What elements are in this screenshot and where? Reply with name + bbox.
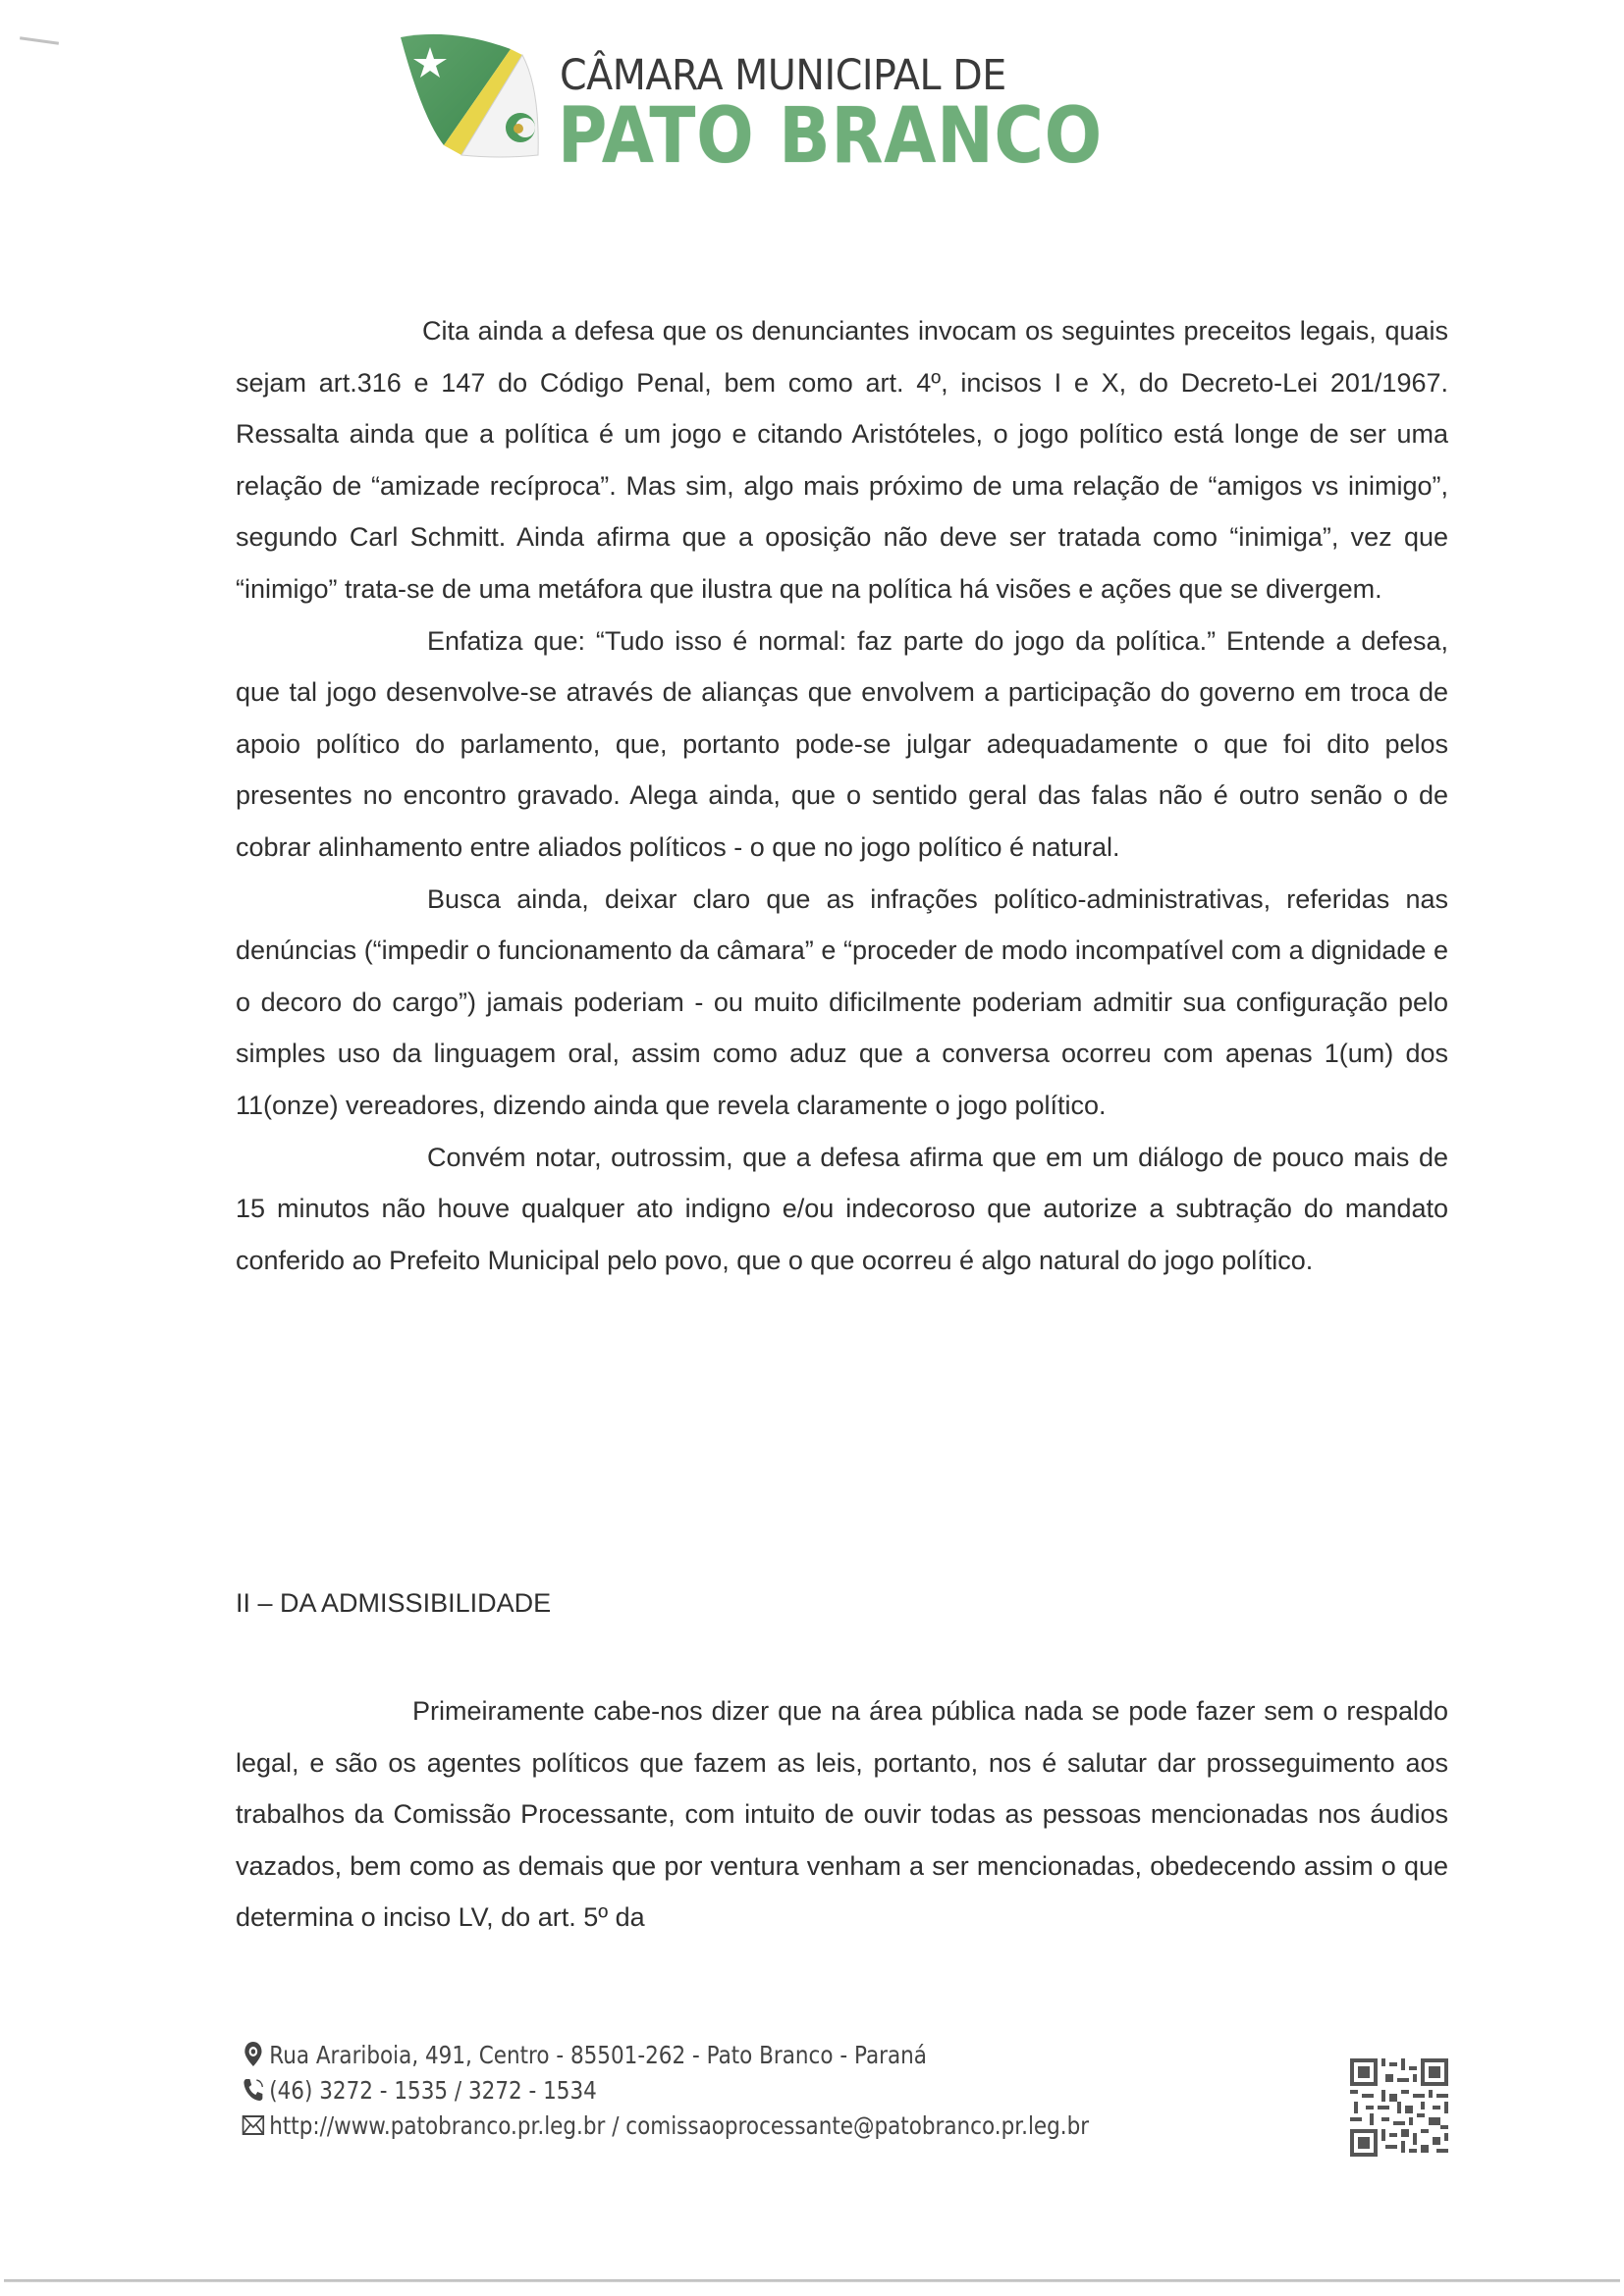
org-name-line2: PATO BRANCO <box>558 92 1104 181</box>
org-name-line1: CÂMARA MUNICIPAL DE <box>560 51 1006 100</box>
footer-contact <box>241 2108 1169 2143</box>
location-pin-icon <box>241 2040 266 2069</box>
address-text: Rua Arariboia, 491, Centro - 85501-262 - Pato Branco - Paraná <box>269 2040 927 2069</box>
phone-icon <box>241 2075 266 2105</box>
footer-phone <box>241 2072 1169 2108</box>
website-email-text[interactable]: http://www.patobranco.pr.leg.br / comissaoprocessante@patobranco.pr.leg.br <box>269 2110 1090 2140</box>
letterhead <box>393 29 1159 187</box>
paragraph: Busca ainda, deixar claro que as infrações político-administrativas, referidas nas denúncias (“impedir o funcionamento da câmara” e “proceder de modo incompatível com a dignidade e o decoro do cargo”) jamais poderiam - ou muito dificilmente poderiam admitir sua configuração pelo simples uso da linguagem oral, assim como aduz que a conversa ocorreu com apenas 1(um) dos 11(onze) vereadores, dizendo ainda que revela claramente o jogo político. <box>236 883 1448 1120</box>
qr-code-icon <box>1350 2058 1448 2157</box>
section-heading: II – DA ADMISSIBILIDADE <box>236 1588 552 1618</box>
paragraph: Convém notar, outrossim, que a defesa afirma que em um diálogo de pouco mais de 15 minutos não houve qualquer ato indigno e/ou indecoroso que autorize a subtração do mandato conferido ao Prefeito Municipal pelo povo, que o que ocorreu é algo natural do jogo político. <box>236 1142 1448 1275</box>
paragraph: Cita ainda a defesa que os denunciantes invocam os seguintes preceitos legais, quais sejam art.316 e 147 do Código Penal, bem como art. 4º, incisos I e X, do Decreto-Lei 201/1967. Ressalta ainda que a política é um jogo e citando Aristóteles, o jogo político está longe de ser uma relação de “amizade recíproca”. Mas sim, algo mais próximo de uma relação de “amigos vs inimigo”, segundo Carl Schmitt. Ainda afirma que a oposição não deve ser tratada como “inimiga”, vez que “inimigo” trata-se de uma metáfora que ilustra que na política há visões e ações que se divergem. <box>236 316 1448 604</box>
envelope-icon <box>241 2110 266 2140</box>
letterhead-footer <box>241 2037 1321 2143</box>
footer-address <box>241 2037 1169 2072</box>
admissibility-section <box>236 1685 1448 1944</box>
defense-summary-section <box>236 305 1448 1286</box>
bottom-divider <box>4 2279 1620 2282</box>
paragraph: Enfatiza que: “Tudo isso é normal: faz parte do jogo da política.” Entende a defesa, que tal jogo desenvolve-se através de alianças que envolvem a participação do governo em troca de apoio político do parlamento, que, portanto pode-se julgar adequadamente o que foi dito pelos presentes no encontro gravado. Alega ainda, que o sentido geral das falas não é outro senão o de cobrar alinhamento entre aliados políticos - o que no jogo político é natural. <box>236 625 1448 862</box>
phone-text: (46) 3272 - 1535 / 3272 - 1534 <box>269 2075 597 2105</box>
scan-artifact <box>20 36 59 45</box>
paragraph: Primeiramente cabe-nos dizer que na área pública nada se pode fazer sem o respaldo legal, e são os agentes políticos que fazem as leis, portanto, nos é salutar dar prosseguimento aos trabalhos da Comissão Processante, com intuito de ouvir todas as pessoas mencionadas nos áudios vazados, bem como as demais que por ventura venham a ser mencionadas, obedecendo assim o que determina o inciso LV, do art. 5º da <box>236 1696 1448 1933</box>
flag-logo-icon <box>393 29 550 167</box>
